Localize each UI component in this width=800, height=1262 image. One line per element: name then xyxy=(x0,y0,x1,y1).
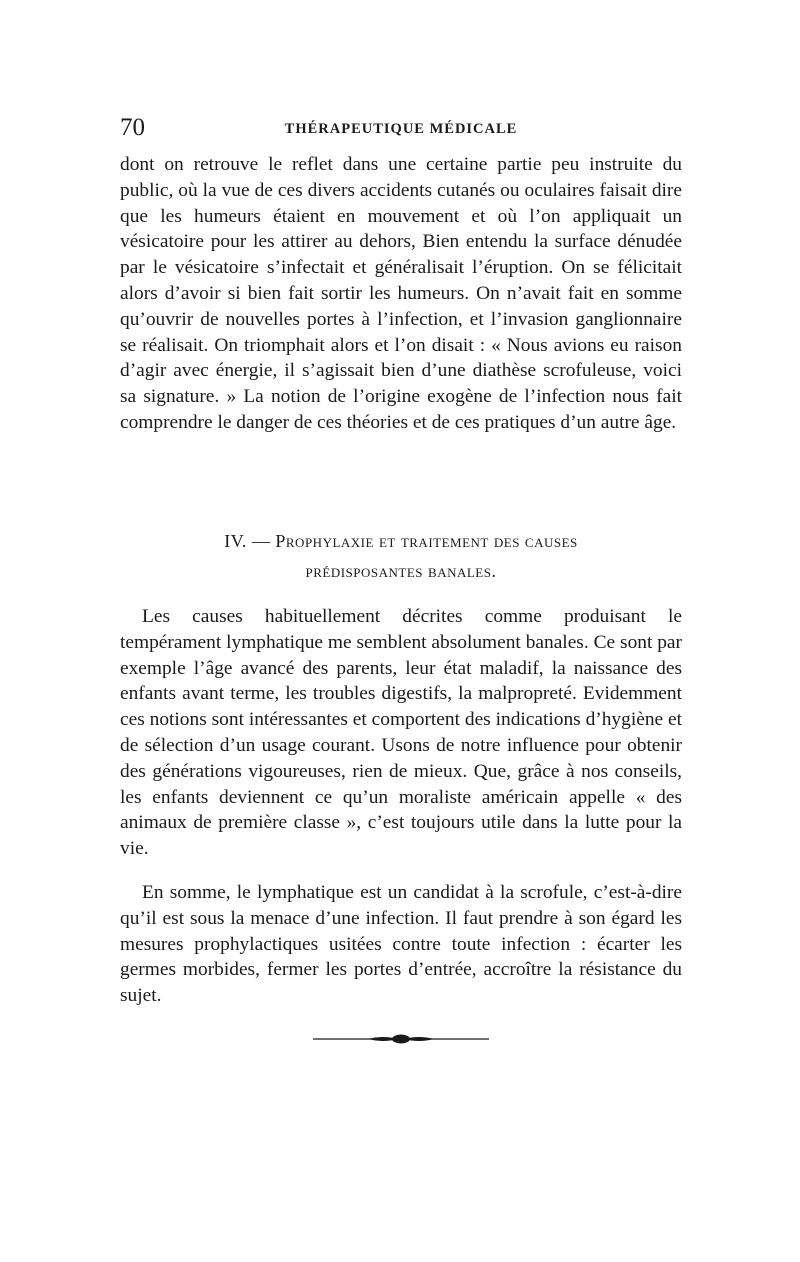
paragraph-continuation: dont on retrouve le reflet dans une certaine partie peu instruite du public, où la vue de ces divers accidents cutanés ou oculaires faisait dire que les humeurs étaient en mouvement et où l’on appliquait un vésicatoire pour les attirer au dehors, Bien entendu la surface dénudée par le vésicatoire s’infectait et généralisait l’éruption. On se félicitait alors d’avoir si bien fait sortir les humeurs. On n’avait fait en somme qu’ouvrir de nouvelles portes à l’infection, et l’invasion ganglionnaire se réalisait. On triomphait alors et l’on disait : « Nous avions eu raison d’agir avec énergie, il s’agissait bien d’une diathèse scrofuleuse, voici sa signature. » La notion de l’origine exogène de l’infection nous fait comprendre le danger de ces théories et de ces pratiques d’un autre âge. xyxy=(120,154,682,433)
tailpiece-ornament xyxy=(313,1032,489,1046)
paragraph-causes: Les causes habituellement décrites comme produisant le tempérament lymphatique me semblent absolument banales. Ce sont par exemple l’âge avancé des parents, leur état maladif, la naissance des enfants avant terme, les troubles digestifs, la malpropreté. Evidemment ces notions sont intéressantes et comportent des indications d’hygiène et de sélection d’un usage courant. Usons de notre influence pour obtenir des générations vigoureuses, rien de mieux. Que, grâce à nos conseils, les enfants deviennent ce qu’un moraliste américain appelle « des animaux de première classe », c’est toujours utile dans la lutte pour la vie. xyxy=(120,606,682,860)
section-heading-line-1: IV. — Prophylaxie et traitement des causes xyxy=(224,531,578,551)
section-heading xyxy=(120,526,682,586)
running-title: THÉRAPEUTIQUE MÉDICALE xyxy=(284,121,518,137)
page-header xyxy=(120,113,682,143)
section-heading-line-2: prédisposantes banales. xyxy=(305,561,497,581)
paragraph-conclusion: En somme, le lymphatique est un candidat à la scrofule, c’est-à-dire qu’il est sous la menace d’une infection. Il faut prendre à son égard les mesures prophylactiques usitées contre toute infection : écarter les germes morbides, fermer les portes d’entrée, accroître la résistance du sujet. xyxy=(120,882,682,1007)
page-number: 70 xyxy=(120,114,145,141)
